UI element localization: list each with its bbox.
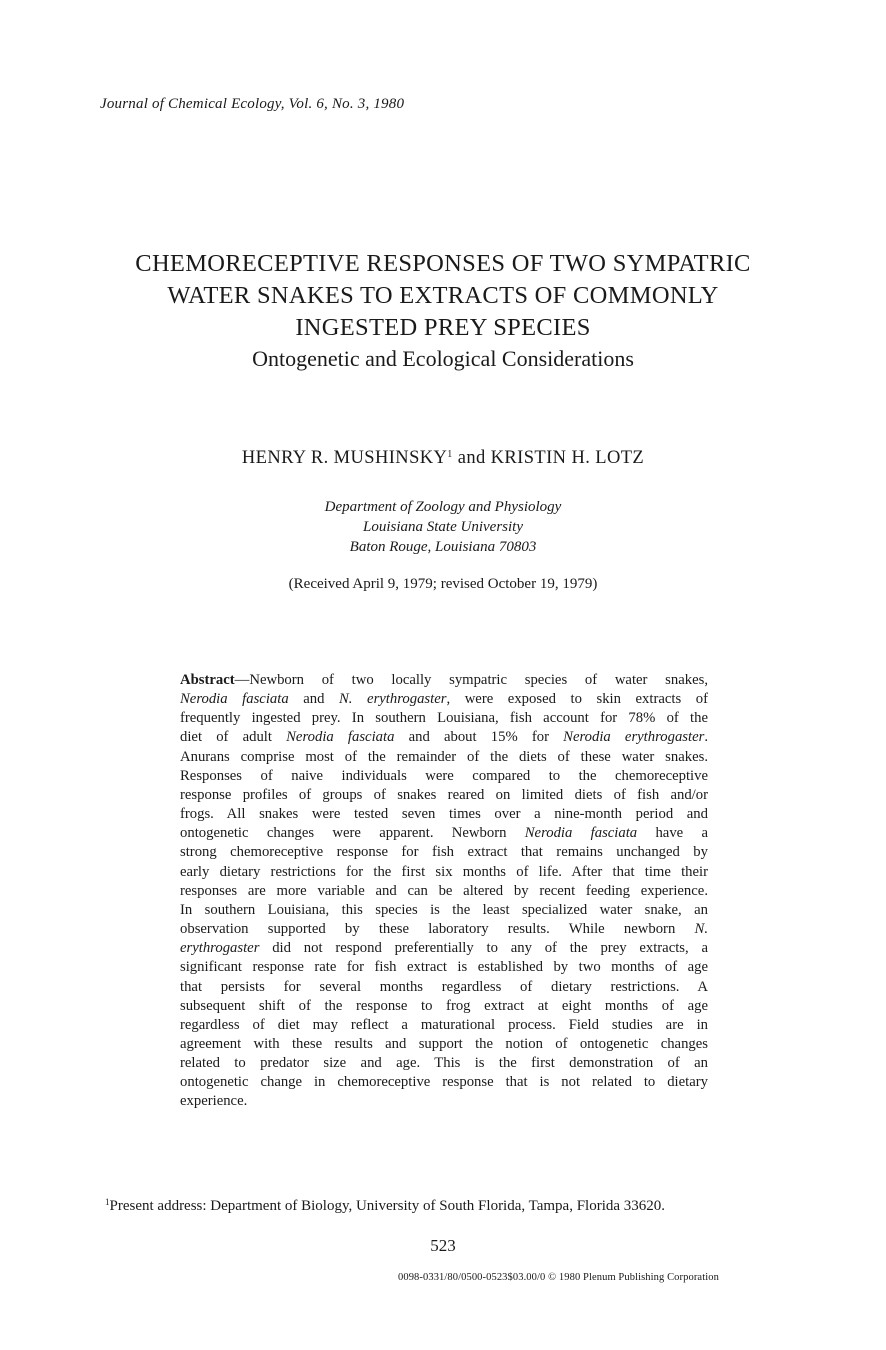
received-dates: (Received April 9, 1979; revised October 19, 1979): [288, 576, 598, 592]
title-line-3: INGESTED PREY SPECIES: [295, 314, 591, 341]
footnote-mark: 1: [105, 1197, 110, 1207]
footnote-text: Present address: Department of Biology, University of South Florida, Tampa, Florida 33620.: [109, 1198, 666, 1214]
abstract-line-6: Responses of naive individuals were compared to the chemoreceptive: [180, 767, 708, 784]
abstract: [180, 671, 708, 1112]
abstract-line-10: strong chemoreceptive response for fish extract that remains unchanged by: [180, 844, 708, 861]
abstract-line-8: frogs. All snakes were tested seven times over a nine-month period and: [180, 806, 708, 823]
abstract-line-9: ontogenetic changes were apparent. Newborn Nerodia fasciata have a: [180, 825, 708, 842]
abstract-line-3: frequently ingested prey. In southern Louisiana, fish account for 78% of the: [180, 710, 708, 727]
abstract-label: Abstract: [180, 672, 235, 688]
abstract-line-13: In southern Louisiana, this species is the least specialized water snake, an: [180, 901, 708, 918]
abstract-line-2: Nerodia fasciata and N. erythrogaster, were exposed to skin extracts of: [180, 691, 708, 708]
abstract-line-18: subsequent shift of the response to frog extract at eight months of age: [180, 997, 708, 1014]
abstract-line-15: erythrogaster did not respond preferentially to any of the prey extracts, a: [180, 940, 708, 957]
journal-citation: Journal of Chemical Ecology, Vol. 6, No. 3, 1980: [100, 96, 405, 112]
author-connector: and: [452, 448, 491, 468]
title-line-2: WATER SNAKES TO EXTRACTS OF COMMONLY: [167, 282, 719, 309]
abstract-line-20: agreement with these results and support the notion of ontogenetic changes: [180, 1035, 708, 1052]
abstract-line-11: early dietary restrictions for the first six months of life. After that time their: [180, 863, 708, 880]
abstract-line-12: responses are more variable and can be altered by recent feeding experience.: [180, 882, 708, 899]
abstract-line-7: response profiles of groups of snakes reared on limited diets of fish and/or: [180, 786, 708, 803]
abstract-line-1: [180, 671, 708, 690]
affiliation-line-3: Baton Rouge, Louisiana 70803: [349, 539, 537, 555]
abstract-line-5: Anurans comprise most of the remainder of the diets of these water snakes.: [180, 748, 708, 765]
page-number: 523: [430, 1236, 456, 1255]
affiliation-line-1: Department of Zoology and Physiology: [324, 499, 562, 515]
abstract-line-1-text: —Newborn of two locally sympatric species of water snakes,: [234, 672, 708, 688]
author-1-footnote-mark: 1: [447, 449, 453, 460]
abstract-line-4: diet of adult Nerodia fasciata and about 15% for Nerodia erythrogaster.: [180, 729, 709, 746]
affiliation-line-2: Louisiana State University: [363, 519, 523, 535]
article-title-block: [0, 248, 886, 374]
author-line: [0, 448, 886, 469]
abstract-line-16: significant response rate for fish extract is established by two months of age: [180, 959, 708, 976]
author-footnote: [105, 1197, 665, 1215]
abstract-line-19: regardless of diet may reflect a maturational process. Field studies are in: [180, 1016, 708, 1033]
abstract-line-22: ontogenetic change in chemoreceptive response that is not related to dietary: [180, 1074, 708, 1091]
title-line-1: CHEMORECEPTIVE RESPONSES OF TWO SYMPATRIC: [135, 250, 751, 277]
author-2: KRISTIN H. LOTZ: [490, 448, 645, 468]
affiliation: [0, 497, 886, 557]
abstract-line-23: experience.: [180, 1093, 248, 1110]
article-subtitle: Ontogenetic and Ecological Considerations: [252, 346, 634, 371]
abstract-line-14: observation supported by these laboratory results. While newborn N.: [180, 921, 708, 938]
abstract-line-21: related to predator size and age. This is the first demonstration of an: [180, 1055, 708, 1072]
abstract-line-17: that persists for several months regardless of dietary restrictions. A: [180, 978, 708, 995]
author-1: HENRY R. MUSHINSKY: [241, 448, 448, 468]
copyright-line: 0098-0331/80/0500-0523$03.00/0 © 1980 Plenum Publishing Corporation: [398, 1272, 719, 1283]
